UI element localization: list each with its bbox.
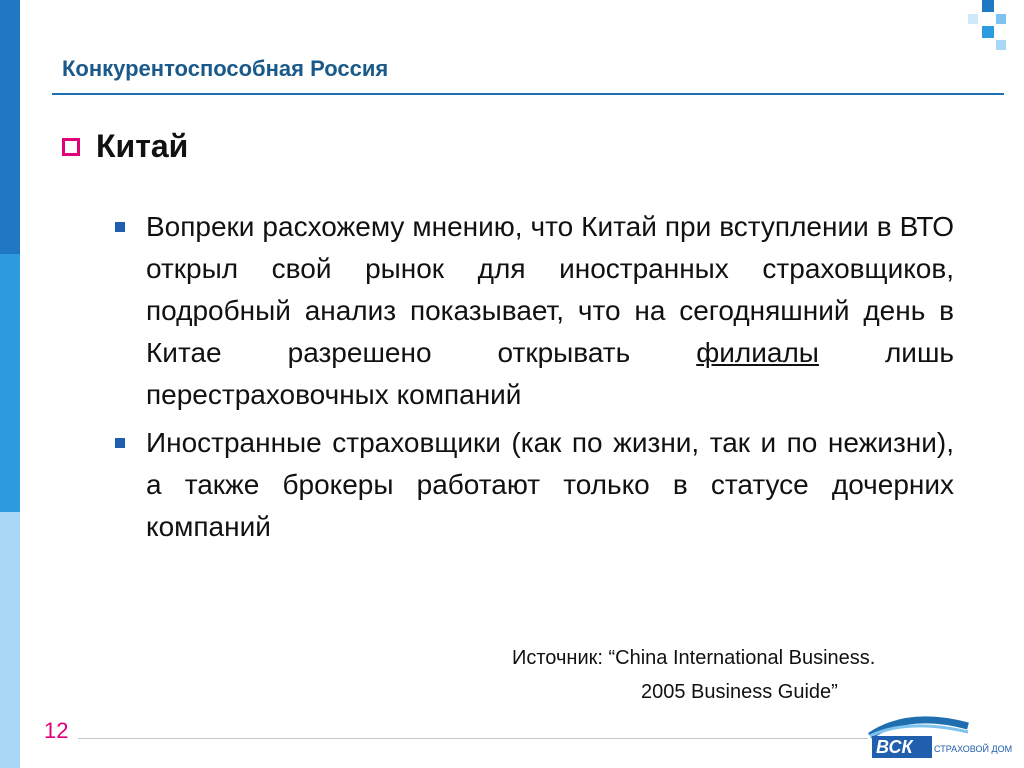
bullet-list bbox=[112, 206, 954, 554]
side-band-middle bbox=[0, 254, 20, 512]
vsk-logo-icon bbox=[868, 712, 1018, 762]
page-number: 12 bbox=[44, 718, 69, 743]
square-bullet-icon bbox=[115, 438, 125, 448]
corner-squares-decoration bbox=[964, 0, 1024, 60]
bullet-text-before: Вопреки расхожему мнению, что Китай при вступлении в ВТО открыл свой рынок для иностранных страховщиков, подробный анализ показывает, что на сегодняшний день в Китае разрешено открывать bbox=[146, 211, 954, 368]
section-heading bbox=[62, 128, 188, 165]
square-bullet-icon bbox=[115, 222, 125, 232]
hollow-square-bullet-icon bbox=[62, 138, 80, 156]
source-line-2: 2005 Business Guide” bbox=[641, 681, 838, 703]
side-band-bottom bbox=[0, 512, 20, 768]
slide-header-title: Конкурентоспособная Россия bbox=[62, 56, 389, 81]
vsk-logo bbox=[868, 712, 1018, 762]
bullet-item bbox=[112, 206, 954, 416]
side-band-top bbox=[0, 0, 20, 254]
header-divider bbox=[52, 93, 1004, 95]
source-citation bbox=[512, 641, 982, 709]
bullet-item bbox=[112, 422, 954, 548]
bullet-text-after: лишь перестраховочных компаний bbox=[146, 337, 954, 410]
section-title: Китай bbox=[96, 128, 189, 164]
svg-text:СТРАХОВОЙ ДОМ: СТРАХОВОЙ ДОМ bbox=[934, 744, 1013, 754]
bullet-text: Иностранные страховщики (как по жизни, так и по нежизни), а также брокеры работают только в статусе дочерних компаний bbox=[146, 427, 954, 542]
svg-text:ВСК: ВСК bbox=[876, 737, 913, 757]
bullet-underlined-word: филиалы bbox=[696, 337, 819, 368]
source-line-1: Источник: “China International Business. bbox=[512, 647, 876, 669]
footer-divider bbox=[78, 738, 868, 739]
